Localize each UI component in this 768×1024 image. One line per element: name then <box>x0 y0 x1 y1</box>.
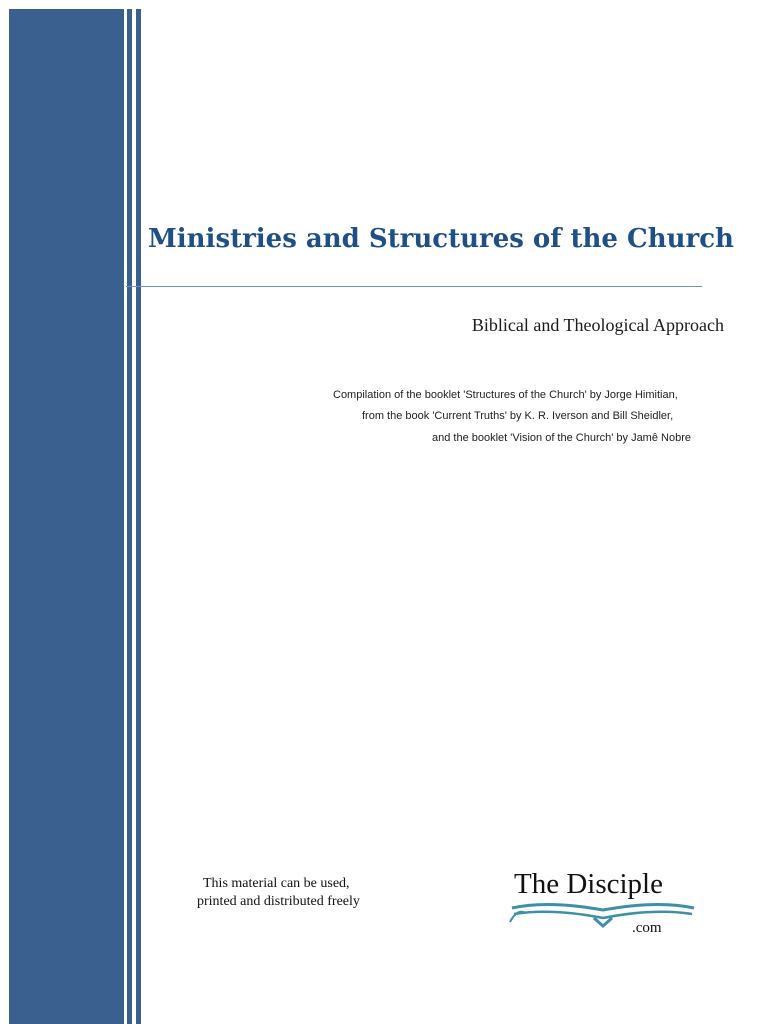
credit-line-3: and the booklet 'Vision of the Church' by Jamê Nobre <box>432 432 691 444</box>
document-subtitle: Biblical and Theological Approach <box>471 315 724 335</box>
title-divider <box>126 286 702 287</box>
the-disciple-logo <box>508 862 698 942</box>
left-decorative-band <box>9 9 124 1024</box>
usage-notice-line-2: printed and distributed freely <box>197 894 360 909</box>
left-stripe-2 <box>136 9 141 1024</box>
logo-name: The Disciple <box>514 868 663 900</box>
open-book-icon <box>508 898 698 932</box>
logo-domain: .com <box>632 920 662 936</box>
usage-notice-line-1: This material can be used, <box>203 876 350 891</box>
credit-line-2: from the book 'Current Truths' by K. R. Iverson and Bill Sheidler, <box>362 410 674 422</box>
credit-line-1: Compilation of the booklet 'Structures of the Church' by Jorge Himitian, <box>333 389 678 401</box>
left-stripe-1 <box>127 9 132 1024</box>
document-title: Ministries and Structures of the Church <box>148 224 734 254</box>
